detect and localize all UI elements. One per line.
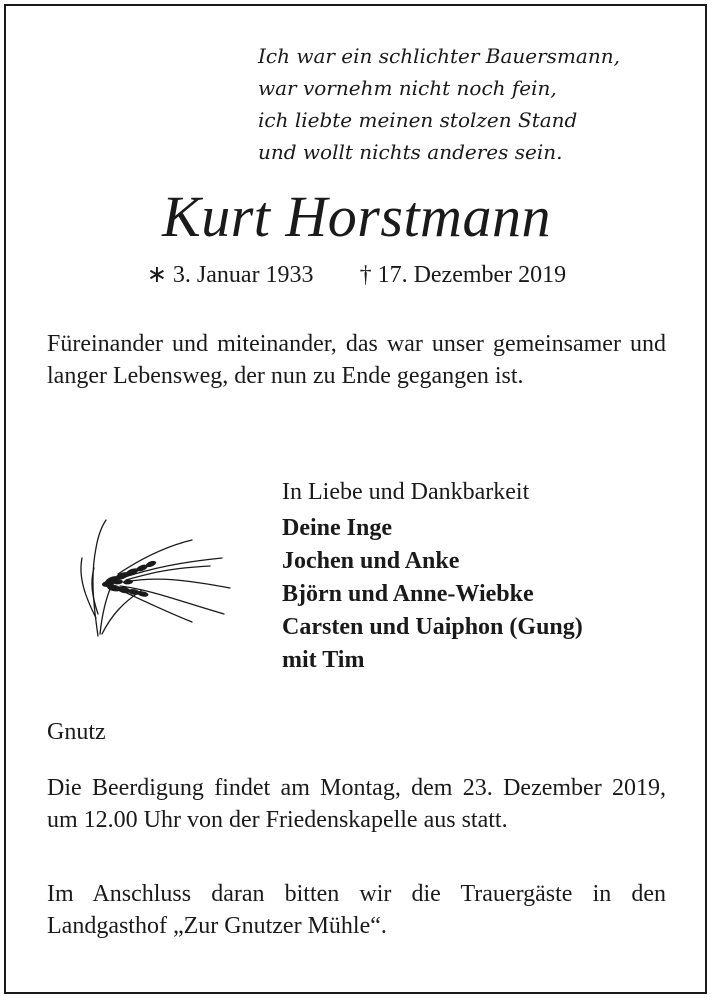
- family-member: mit Tim: [282, 647, 365, 673]
- reception-info: Im Anschluss daran bitten wir die Trauergäste in den Landgasthof „Zur Gnutzer Mühle“.: [47, 881, 666, 939]
- family-member: Björn und Anne-Wiebke: [282, 581, 534, 607]
- poem-line: und wollt nichts anderes sein.: [258, 140, 563, 164]
- family-member: Jochen und Anke: [282, 548, 460, 574]
- life-dates: [0, 258, 713, 292]
- poem-line: war vornehm nicht noch fein,: [258, 76, 557, 100]
- birth-date: ∗ 3. Januar 1933: [146, 262, 314, 288]
- death-date: † 17. Dezember 2019: [359, 262, 567, 288]
- funeral-info: Die Beerdigung findet am Montag, dem 23. Dezember 2019, um 12.00 Uhr von der Friedenskapelle aus statt.: [47, 775, 666, 833]
- family-member: Carsten und Uaiphon (Gung): [282, 614, 583, 640]
- poem-line: Ich war ein schlichter Bauersmann,: [258, 44, 620, 68]
- dedication: In Liebe und Dankbarkeit: [282, 479, 530, 505]
- place-name: Gnutz: [47, 719, 106, 745]
- poem: [258, 40, 678, 168]
- intro-text: Füreinander und miteinander, das war unser gemeinsamer und langer Lebensweg, der nun zu Ende gegangen ist.: [47, 331, 666, 389]
- family-member: Deine Inge: [282, 515, 392, 541]
- deceased-name: Kurt Horstmann: [162, 184, 551, 249]
- poem-line: ich liebte meinen stolzen Stand: [258, 108, 578, 132]
- wheat-ears-icon: [72, 518, 232, 638]
- family-list: [282, 512, 583, 677]
